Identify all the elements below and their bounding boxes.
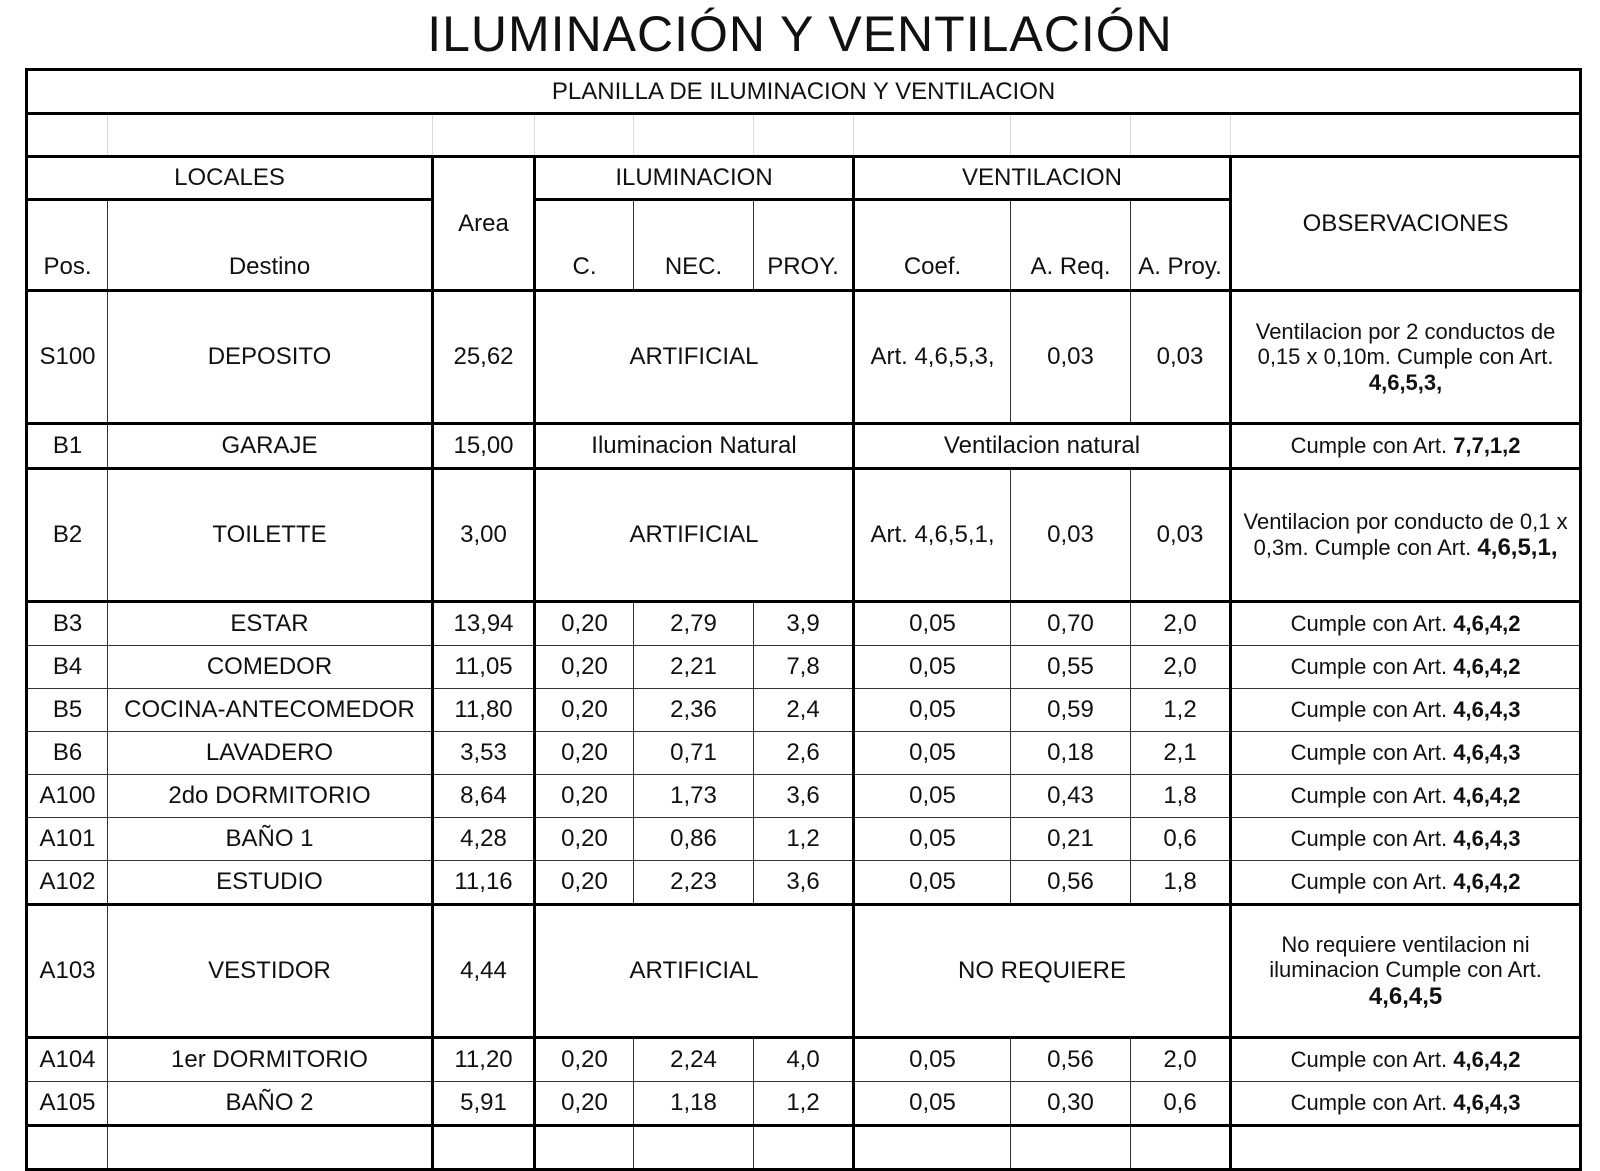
header-pos: Pos.	[27, 200, 108, 291]
header-a-req: A. Req.	[1011, 200, 1131, 291]
cell-pos: B5	[27, 689, 108, 732]
cell-destino: 2do DORMITORIO	[108, 775, 433, 818]
table-row	[27, 818, 1581, 861]
cell-observaciones: No requiere ventilacion ni iluminacion Cumple con Art. 4,6,4,5	[1231, 905, 1581, 1038]
cell-iluminacion: ARTIFICIAL	[535, 291, 854, 424]
cell-coef: 0,05	[854, 775, 1011, 818]
cell-coef: 0,05	[854, 861, 1011, 905]
cell-destino: LAVADERO	[108, 732, 433, 775]
spacer-row	[27, 114, 1581, 157]
cell-observaciones: Cumple con Art. 4,6,4,2	[1231, 861, 1581, 905]
page-title: ILUMINACIÓN Y VENTILACIÓN	[427, 6, 1173, 62]
cell-observaciones: Cumple con Art. 4,6,4,3	[1231, 1082, 1581, 1126]
cell-coef: 0,05	[854, 1082, 1011, 1126]
cell-nec: 0,71	[634, 732, 754, 775]
cell-pos: B4	[27, 646, 108, 689]
cell-proy: 2,6	[754, 732, 854, 775]
cell-coef: 0,05	[854, 646, 1011, 689]
cell-c: 0,20	[535, 1082, 634, 1126]
cell-observaciones: Cumple con Art. 4,6,4,3	[1231, 689, 1581, 732]
cell-nec: 2,24	[634, 1038, 754, 1082]
table-row	[27, 602, 1581, 646]
cell-area: 11,05	[433, 646, 535, 689]
cell-destino: GARAJE	[108, 424, 433, 469]
cell-coef: Art. 4,6,5,1,	[854, 469, 1011, 602]
cell-area: 5,91	[433, 1082, 535, 1126]
cell-a-proy: 2,0	[1131, 646, 1231, 689]
cell-proy: 3,9	[754, 602, 854, 646]
cell-observaciones: Cumple con Art. 7,7,1,2	[1231, 424, 1581, 469]
cell-destino: 1er DORMITORIO	[108, 1038, 433, 1082]
table-row	[27, 291, 1581, 424]
header-ventilacion: VENTILACION	[854, 157, 1231, 200]
cell-a-proy: 0,6	[1131, 1082, 1231, 1126]
cell-a-proy: 0,6	[1131, 818, 1231, 861]
cell-a-req: 0,30	[1011, 1082, 1131, 1126]
table-row	[27, 469, 1581, 602]
cell-ventilacion: Ventilacion natural	[854, 424, 1231, 469]
cell-pos: B2	[27, 469, 108, 602]
table-row	[27, 775, 1581, 818]
cell-proy: 1,2	[754, 1082, 854, 1126]
cell-nec: 2,79	[634, 602, 754, 646]
cell-observaciones: Cumple con Art. 4,6,4,3	[1231, 818, 1581, 861]
cell-destino: COCINA-ANTECOMEDOR	[108, 689, 433, 732]
cell-observaciones: Cumple con Art. 4,6,4,3	[1231, 732, 1581, 775]
cell-iluminacion: ARTIFICIAL	[535, 905, 854, 1038]
cell-nec: 0,86	[634, 818, 754, 861]
table-row	[27, 689, 1581, 732]
cell-a-proy: 0,03	[1131, 291, 1231, 424]
cell-c: 0,20	[535, 646, 634, 689]
cell-pos: A104	[27, 1038, 108, 1082]
cell-ventilacion: NO REQUIERE	[854, 905, 1231, 1038]
cell-destino: ESTAR	[108, 602, 433, 646]
table-row	[27, 905, 1581, 1038]
cell-iluminacion: ARTIFICIAL	[535, 469, 854, 602]
cell-a-req: 0,21	[1011, 818, 1131, 861]
cell-a-proy: 1,2	[1131, 689, 1231, 732]
cell-pos: A102	[27, 861, 108, 905]
cell-observaciones: Cumple con Art. 4,6,4,2	[1231, 602, 1581, 646]
cell-observaciones: Ventilacion por 2 conductos de 0,15 x 0,10m. Cumple con Art. 4,6,5,3,	[1231, 291, 1581, 424]
cell-destino: BAÑO 2	[108, 1082, 433, 1126]
table-row	[27, 424, 1581, 469]
cell-coef: 0,05	[854, 818, 1011, 861]
cell-c: 0,20	[535, 689, 634, 732]
cell-area: 15,00	[433, 424, 535, 469]
cell-area: 8,64	[433, 775, 535, 818]
cell-destino: DEPOSITO	[108, 291, 433, 424]
header-iluminacion: ILUMINACION	[535, 157, 854, 200]
cell-coef: 0,05	[854, 689, 1011, 732]
header-proy: PROY.	[754, 200, 854, 291]
cell-a-req: 0,03	[1011, 469, 1131, 602]
cell-destino: ESTUDIO	[108, 861, 433, 905]
table-row	[27, 1082, 1581, 1126]
cell-proy: 3,6	[754, 861, 854, 905]
cell-a-proy: 1,8	[1131, 861, 1231, 905]
cell-area: 25,62	[433, 291, 535, 424]
cell-a-proy: 0,03	[1131, 469, 1231, 602]
cell-a-req: 0,56	[1011, 1038, 1131, 1082]
cell-c: 0,20	[535, 602, 634, 646]
cell-a-proy: 2,0	[1131, 602, 1231, 646]
cell-area: 4,44	[433, 905, 535, 1038]
cell-nec: 2,23	[634, 861, 754, 905]
lighting-ventilation-table	[25, 68, 1582, 1171]
cell-proy: 2,4	[754, 689, 854, 732]
cell-a-req: 0,43	[1011, 775, 1131, 818]
cell-pos: B6	[27, 732, 108, 775]
cell-observaciones: Cumple con Art. 4,6,4,2	[1231, 646, 1581, 689]
cell-a-req: 0,55	[1011, 646, 1131, 689]
cell-c: 0,20	[535, 1038, 634, 1082]
cell-nec: 1,73	[634, 775, 754, 818]
cell-coef: 0,05	[854, 602, 1011, 646]
empty-row	[27, 1126, 1581, 1170]
cell-nec: 2,36	[634, 689, 754, 732]
cell-area: 11,16	[433, 861, 535, 905]
cell-pos: A103	[27, 905, 108, 1038]
cell-c: 0,20	[535, 818, 634, 861]
cell-observaciones: Ventilacion por conducto de 0,1 x 0,3m. Cumple con Art. 4,6,5,1,	[1231, 469, 1581, 602]
cell-a-proy: 2,0	[1131, 1038, 1231, 1082]
cell-c: 0,20	[535, 775, 634, 818]
cell-proy: 7,8	[754, 646, 854, 689]
cell-iluminacion: Iluminacion Natural	[535, 424, 854, 469]
cell-pos: B1	[27, 424, 108, 469]
cell-c: 0,20	[535, 861, 634, 905]
cell-proy: 1,2	[754, 818, 854, 861]
cell-a-req: 0,70	[1011, 602, 1131, 646]
cell-a-req: 0,03	[1011, 291, 1131, 424]
cell-a-proy: 1,8	[1131, 775, 1231, 818]
header-nec: NEC.	[634, 200, 754, 291]
header-destino: Destino	[108, 200, 433, 291]
cell-destino: VESTIDOR	[108, 905, 433, 1038]
cell-proy: 4,0	[754, 1038, 854, 1082]
header-c: C.	[535, 200, 634, 291]
cell-observaciones: Cumple con Art. 4,6,4,2	[1231, 775, 1581, 818]
header-locales: LOCALES	[27, 157, 433, 200]
header-area: Area	[433, 157, 535, 291]
cell-destino: COMEDOR	[108, 646, 433, 689]
cell-observaciones: Cumple con Art. 4,6,4,2	[1231, 1038, 1581, 1082]
cell-pos: A101	[27, 818, 108, 861]
cell-area: 3,00	[433, 469, 535, 602]
cell-destino: TOILETTE	[108, 469, 433, 602]
cell-area: 11,20	[433, 1038, 535, 1082]
cell-a-req: 0,59	[1011, 689, 1131, 732]
cell-area: 11,80	[433, 689, 535, 732]
cell-a-proy: 2,1	[1131, 732, 1231, 775]
cell-a-req: 0,18	[1011, 732, 1131, 775]
header-coef: Coef.	[854, 200, 1011, 291]
table-row	[27, 732, 1581, 775]
cell-c: 0,20	[535, 732, 634, 775]
table-row	[27, 861, 1581, 905]
cell-pos: A100	[27, 775, 108, 818]
cell-pos: S100	[27, 291, 108, 424]
cell-proy: 3,6	[754, 775, 854, 818]
cell-coef: 0,05	[854, 1038, 1011, 1082]
cell-coef: Art. 4,6,5,3,	[854, 291, 1011, 424]
cell-area: 4,28	[433, 818, 535, 861]
cell-a-req: 0,56	[1011, 861, 1131, 905]
cell-area: 3,53	[433, 732, 535, 775]
cell-area: 13,94	[433, 602, 535, 646]
cell-coef: 0,05	[854, 732, 1011, 775]
table-row	[27, 1038, 1581, 1082]
header-observaciones: OBSERVACIONES	[1231, 157, 1581, 291]
cell-nec: 1,18	[634, 1082, 754, 1126]
table-row	[27, 646, 1581, 689]
cell-pos: A105	[27, 1082, 108, 1126]
cell-nec: 2,21	[634, 646, 754, 689]
header-a-proy: A. Proy.	[1131, 200, 1231, 291]
table-subtitle: PLANILLA DE ILUMINACION Y VENTILACION	[27, 70, 1581, 114]
cell-destino: BAÑO 1	[108, 818, 433, 861]
cell-pos: B3	[27, 602, 108, 646]
